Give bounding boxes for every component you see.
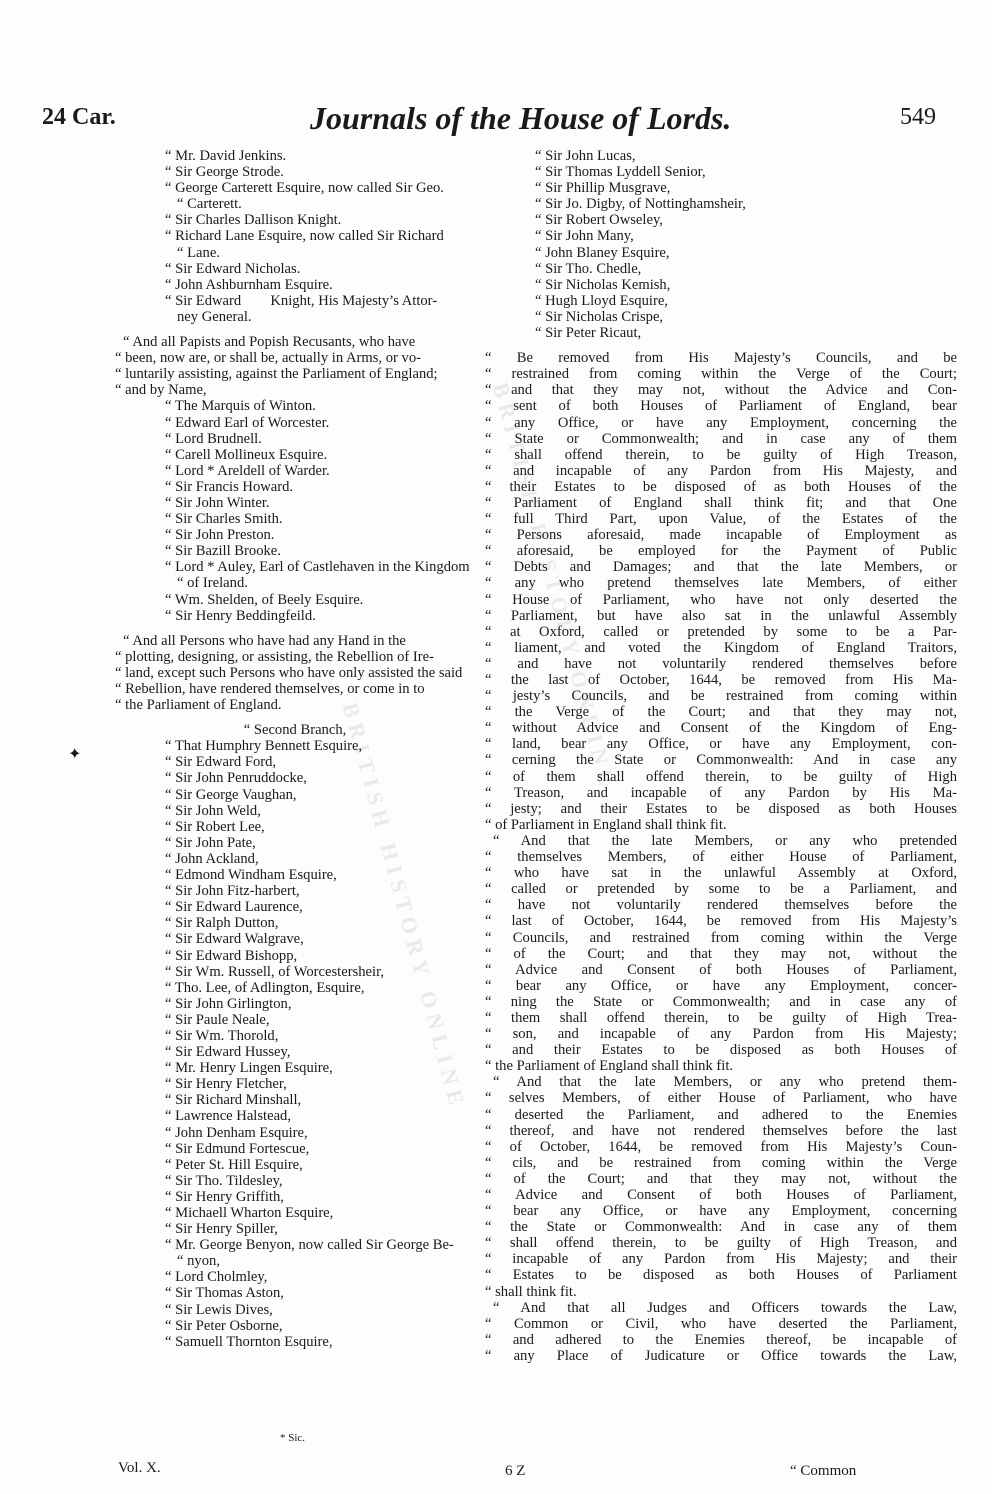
text-line: “ Sir John Penruddocke, [165, 770, 307, 787]
text-line: “ Sir Edward Nicholas. [165, 260, 301, 277]
text-line: “ Mr. Henry Lingen Esquire, [165, 1060, 333, 1077]
text-line: “ Sir Peter Osborne, [165, 1317, 283, 1334]
text-line: “ themselves Members, of either House of Parliament, [485, 849, 957, 866]
text-line: “ Lord Cholmley, [165, 1269, 268, 1286]
text-line: “ any Place of Judicature or Office towards the Law, [485, 1347, 957, 1364]
text-line: “ Edward Earl of Worcester. [165, 414, 330, 431]
text-line: “ Lord Brudnell. [165, 430, 262, 447]
text-line: “ Sir John Girlington, [165, 995, 292, 1012]
watermark-lower: BRITISH HISTORY ONLINE [337, 700, 471, 1114]
paragraph-gap [115, 624, 475, 633]
text-line: “ Sir Bazill Brooke. [165, 543, 281, 560]
text-line: “ John Ashburnham Esquire. [165, 276, 333, 293]
text-line: “ selves Members, of either House of Parliament, who have [485, 1090, 957, 1107]
text-line: “ Lord * Areldell of Warder. [165, 462, 330, 479]
text-line: “ Sir Lewis Dives, [165, 1301, 273, 1318]
text-line: ney General. [177, 308, 252, 325]
text-line: “ and their Estates to be disposed as both Houses of [485, 1042, 957, 1059]
text-line: “ Sir Edward Knight, His Majesty’s Attor- [165, 292, 438, 309]
text-line: “ Common or Civil, who have deserted the Parliament, [485, 1315, 957, 1332]
page-header [0, 100, 992, 150]
text-line: “ State or Commonwealth; and in case any of them [485, 430, 957, 447]
signature-mark: 6 Z [505, 1463, 526, 1479]
text-line: “ Parliament, but have also sat in the unlawful Assembly [485, 607, 957, 624]
text-line: “ Hugh Lloyd Esquire, [535, 292, 668, 309]
text-line: “ Sir Richard Minshall, [165, 1092, 302, 1109]
text-line: “ House of Parliament, who have not only deserted the [485, 591, 957, 608]
text-line: “ Michaell Wharton Esquire, [165, 1205, 334, 1221]
text-line: “ aforesaid, be employed for the Payment of Public [485, 543, 957, 560]
text-line: “ been, now are, or shall be, actually in Arms, or vo- [115, 350, 421, 367]
text-line: “ Mr. David Jenkins. [165, 148, 287, 164]
text-line: “ Tho. Lee, of Adlington, Esquire, [165, 979, 365, 996]
text-line: “ And that all Judges and Officers towards the Law, [493, 1299, 957, 1316]
text-line: “ Sir Edmund Fortescue, [165, 1140, 310, 1157]
text-line: “ Estates to be disposed as both Houses of Parliament [485, 1267, 957, 1284]
text-line: “ Sir Nicholas Kemish, [535, 276, 671, 293]
text-line: “ shall think fit. [485, 1283, 577, 1300]
text-line: “ Sir Thomas Lyddell Senior, [535, 164, 706, 181]
text-line: “ bear any Office, or have any Employment, concerning [485, 1203, 957, 1220]
text-line: “ Sir Edward Laurence, [165, 899, 303, 916]
text-line: “ Wm. Shelden, of Beely Esquire. [165, 591, 364, 608]
text-line: “ John Ackland, [165, 850, 259, 867]
text-line: “ of the Court; and that they may not, without the [485, 945, 957, 962]
watermark-upper: BRITISH HISTORY ONLINE [487, 380, 621, 794]
page-number: 549 [900, 104, 936, 130]
text-line: “ Sir John Preston. [165, 527, 275, 544]
text-line: “ John Blaney Esquire, [535, 244, 670, 261]
text-line: “ cils, and be restrained from coming within the Verge [485, 1154, 957, 1171]
text-line: “ Sir Peter Ricaut, [535, 325, 642, 342]
paragraph-gap [115, 713, 475, 722]
text-line: “ deserted the Parliament, and adhered to the Enemies [485, 1106, 957, 1123]
text-line: “ Sir Ralph Dutton, [165, 915, 279, 932]
text-line: “ Councils, and restrained from coming within the Verge [485, 929, 957, 946]
text-line: “ Lane. [177, 244, 220, 261]
text-line: “ of October, 1644, be removed from His Majesty’s Coun- [485, 1138, 957, 1155]
text-line: “ restrained from coming within the Verge of the Court; [485, 366, 957, 383]
text-line: “ and adhered to the Enemies thereof, be incapable of [485, 1331, 957, 1348]
text-line: “ of Parliament in England shall think fit. [485, 816, 727, 833]
text-line: “ Sir Edward Walgrave, [165, 931, 304, 948]
text-line: “ Samuell Thornton Esquire, [165, 1333, 333, 1350]
running-title: Journals of the House of Lords. [310, 100, 732, 136]
text-line: “ Sir John Fitz-harbert, [165, 883, 300, 900]
footnote: * Sic. [280, 1432, 306, 1444]
text-line: “ Sir Tho. Tildesley, [165, 1172, 283, 1189]
text-line: “ Sir Francis Howard. [165, 478, 294, 495]
text-line: “ luntarily assisting, against the Parliament of England; [115, 366, 438, 383]
text-line: “ Parliament of England shall think fit; and that One [485, 494, 957, 511]
left-column [115, 148, 475, 1350]
text-line: “ without Advice and Consent of the Kingdom of Eng- [485, 720, 957, 737]
text-line: “ and have not voluntarily rendered themselves before [485, 655, 957, 672]
text-line: “ land, bear any Office, or have any Employment, con- [485, 736, 957, 753]
text-line: “ the Parliament of England shall think fit. [485, 1058, 734, 1075]
text-line: “ Carterett. [177, 196, 242, 213]
catchword: “ Common [790, 1463, 857, 1479]
text-line: “ any who pretend themselves late Members, of either [485, 575, 957, 592]
text-line: “ John Denham Esquire, [165, 1124, 308, 1141]
text-line: “ Sir John Lucas, [535, 148, 636, 164]
text-line: “ Sir John Many, [535, 228, 634, 245]
text-line: “ Sir Robert Lee, [165, 818, 265, 835]
text-line: “ full Third Part, upon Value, of the Estates of the [485, 511, 957, 528]
text-line: “ Sir Wm. Russell, of Worcestersheir, [165, 963, 384, 980]
text-line: “ shall offend therein, to be guilty of High Treason, and [485, 1235, 957, 1252]
text-line: “ Sir Paule Neale, [165, 1011, 270, 1028]
text-line: “ Advice and Consent of both Houses of Parliament, [485, 961, 957, 978]
text-line: “ shall offend therein, to be guilty of High Treason, [485, 446, 957, 463]
text-line: “ sent of both Houses of Parliament of England, bear [485, 398, 957, 415]
text-line: “ Sir Edward Ford, [165, 754, 277, 771]
text-line: “ any Office, or have any Employment, concerning the [485, 414, 957, 431]
text-line: “ the last of October, 1644, be removed from His Ma- [485, 672, 957, 688]
text-line: “ of them shall offend therein, to be guilty of High [485, 768, 957, 785]
text-line: “ bear any Office, or have any Employment, concer- [485, 977, 957, 994]
text-line: “ have not voluntarily rendered themselves before the [485, 897, 957, 914]
text-line: “ Mr. George Benyon, now called Sir George Be- [165, 1237, 454, 1254]
text-line: “ Sir Jo. Digby, of Nottinghamsheir, [535, 196, 746, 213]
text-line: “ And all Papists and Popish Recusants, who have [123, 334, 416, 351]
text-line: “ last of October, 1644, be removed from His Majesty’s [485, 913, 957, 930]
text-line: “ Sir Charles Dallison Knight. [165, 212, 342, 229]
text-line: “ Sir Henry Beddingfeild. [165, 607, 316, 624]
text-line: “ the Parliament of England. [115, 697, 282, 714]
text-line: “ Sir John Pate, [165, 834, 256, 851]
text-line: “ Sir Phillip Musgrave, [535, 180, 671, 197]
text-line: “ Peter St. Hill Esquire, [165, 1156, 303, 1173]
paragraph-gap [115, 325, 475, 334]
text-line: “ Sir Thomas Aston, [165, 1285, 284, 1302]
text-line: “ Lord * Auley, Earl of Castlehaven in the Kingdom [165, 559, 470, 576]
text-line: “ incapable of any Pardon from His Majesty; and their [485, 1251, 957, 1268]
text-line: “ jesty’s Councils, and be restrained from coming within [485, 688, 957, 705]
text-line: “ And that the late Members, or any who pretend them- [493, 1074, 957, 1091]
text-line: “ The Marquis of Winton. [165, 398, 316, 415]
text-line: “ Sir Henry Griffith, [165, 1188, 284, 1205]
text-line: “ liament, and voted the Kingdom of England Traitors, [485, 639, 957, 656]
text-line: “ land, except such Persons who have only assisted the said [115, 664, 463, 681]
text-line: “ Sir Edward Hussey, [165, 1044, 291, 1061]
text-line: “ Sir Henry Spiller, [165, 1221, 278, 1238]
text-line: “ Sir Wm. Thorold, [165, 1027, 279, 1044]
text-line: “ Sir John Weld, [165, 802, 261, 819]
right-column [485, 148, 957, 1364]
text-line: “ Richard Lane Esquire, now called Sir Richard [165, 228, 444, 245]
text-line: “ of the Court; and that they may not, without the [485, 1170, 957, 1187]
text-line: “ and incapable of any Pardon from His Majesty, and [485, 462, 957, 479]
text-line: “ Carell Mollineux Esquire. [165, 446, 328, 463]
text-line: “ Persons aforesaid, made incapable of Employment as [485, 527, 957, 544]
text-line: “ the Verge of the Court; and that they may not, [485, 704, 957, 721]
text-line: “ And that the late Members, or any who pretended [493, 832, 957, 849]
text-line: “ George Carterett Esquire, now called Sir Geo. [165, 180, 444, 197]
text-line: “ That Humphry Bennett Esquire, [165, 738, 363, 755]
text-line: “ Treason, and incapable of any Pardon by His Ma- [485, 784, 957, 801]
text-line: “ Rebellion, have rendered themselves, or come in to [115, 681, 425, 697]
text-line: “ thereof, and have not rendered themselves before the last [485, 1122, 957, 1139]
paragraph-gap [485, 341, 957, 350]
text-line: “ them shall offend therein, to be guilty of High Trea- [485, 1009, 957, 1026]
text-line: “ Edmond Windham Esquire, [165, 867, 337, 884]
text-line: “ nyon, [177, 1253, 220, 1270]
text-line: “ Second Branch, [243, 722, 347, 739]
text-line: “ Sir George Strode. [165, 164, 284, 181]
text-line: “ Sir Edward Bishopp, [165, 947, 298, 964]
text-line: “ son, and incapable of any Pardon from His Majesty; [485, 1026, 957, 1043]
text-line: “ Be removed from His Majesty’s Councils, and be [485, 350, 957, 367]
text-line: “ their Estates to be disposed of as both Houses of the [485, 478, 957, 495]
text-line: “ Sir John Winter. [165, 494, 270, 511]
text-line: “ the State or Commonwealth: And in case any of them [485, 1219, 957, 1236]
text-line: “ plotting, designing, or assisting, the Rebellion of Ire- [115, 648, 434, 665]
text-line: “ at Oxford, called or pretended by some to be a Par- [485, 623, 957, 640]
text-line: “ Sir George Vaughan, [165, 786, 297, 803]
text-line: “ jesty; and their Estates to be disposed as both Houses [485, 800, 957, 817]
text-line: “ Sir Nicholas Crispe, [535, 308, 664, 325]
text-line: “ and by Name, [115, 382, 207, 399]
text-line: “ who have sat in the unlawful Assembly at Oxford, [485, 865, 957, 882]
text-line: “ Debts and Damages; and that the late Members, or [485, 559, 957, 576]
text-line: “ ning the State or Commonwealth; and in case any of [485, 993, 957, 1010]
regnal-year: 24 Car. [42, 104, 116, 130]
text-line: “ Sir Henry Fletcher, [165, 1076, 287, 1093]
text-line: “ Sir Tho. Chedle, [535, 260, 642, 277]
text-line: “ called or pretended by some to be a Parliament, and [485, 881, 957, 898]
text-line: “ of Ireland. [177, 575, 248, 592]
text-line: “ Lawrence Halstead, [165, 1108, 291, 1125]
text-line: “ Sir Charles Smith. [165, 511, 283, 528]
text-line: “ and that they may not, without the Advice and Con- [485, 382, 957, 399]
volume-label: Vol. X. [118, 1460, 161, 1476]
text-line: “ And all Persons who have had any Hand in the [123, 632, 406, 649]
margin-mark-icon: ✦ [68, 746, 82, 763]
text-line: “ Advice and Consent of both Houses of Parliament, [485, 1187, 957, 1203]
text-line: “ Sir Robert Owseley, [535, 212, 663, 229]
text-line: “ cerning the State or Commonwealth: And in case any [485, 752, 957, 769]
